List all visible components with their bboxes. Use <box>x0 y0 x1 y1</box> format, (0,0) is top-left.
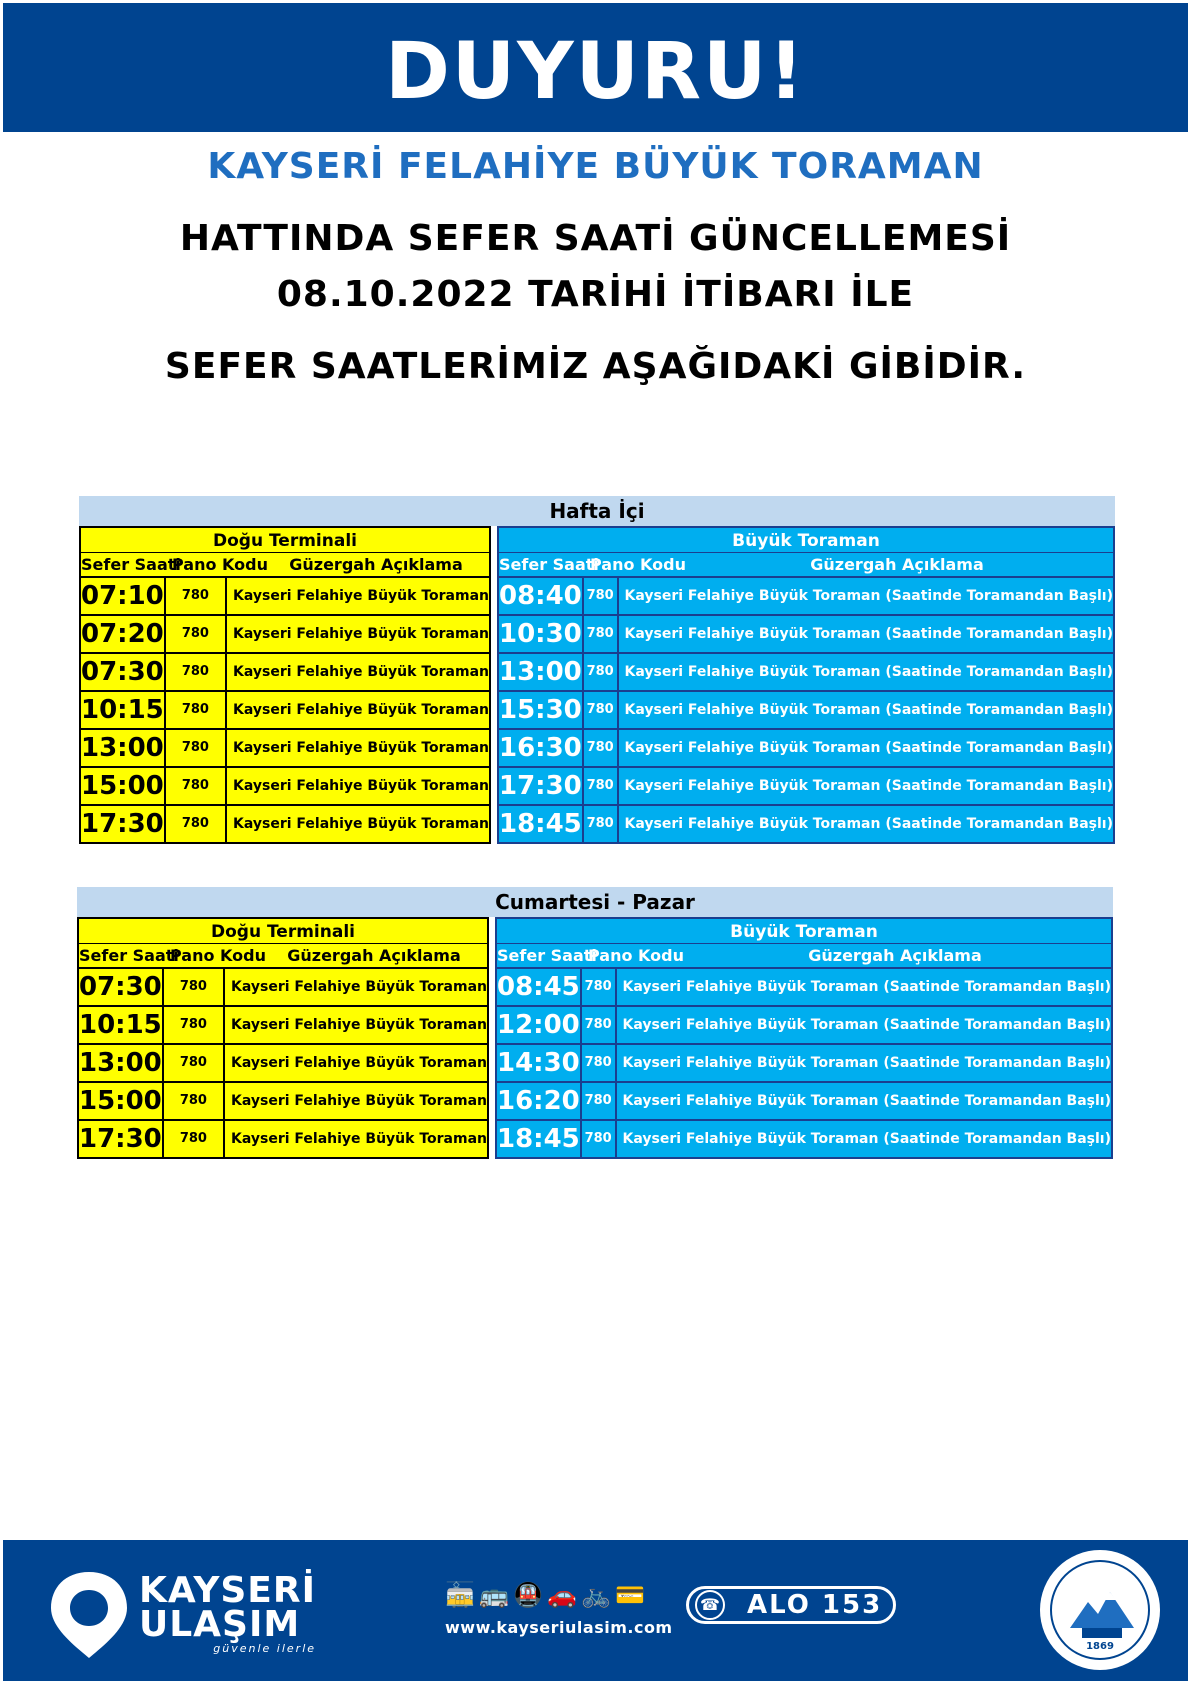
table-row <box>79 578 491 616</box>
departure-time: 08:40 <box>499 578 584 614</box>
departures-dogu-terminali <box>77 917 489 1159</box>
schedule-weekday <box>79 496 1115 844</box>
col-header-desc: Güzergah Açıklama <box>810 555 984 574</box>
route-code: 780 <box>584 730 619 766</box>
route-description: Kayseri Felahiye Büyük Toraman (Saatinde Toramandan Başlı) <box>624 816 1113 832</box>
footer-band <box>3 1540 1188 1681</box>
table-row <box>497 768 1115 806</box>
departure-time: 13:00 <box>79 1045 164 1081</box>
departure-time: 10:15 <box>81 692 166 728</box>
departure-time: 17:30 <box>499 768 584 804</box>
schedule-title: Hafta İçi <box>79 496 1115 526</box>
departure-time: 15:30 <box>499 692 584 728</box>
col-header-code: Pano Kodu <box>170 946 266 965</box>
route-code: 780 <box>166 654 227 690</box>
route-code: 780 <box>582 969 617 1005</box>
departure-time: 07:10 <box>81 578 166 614</box>
departure-time: 18:45 <box>499 806 584 842</box>
location-pin-icon <box>45 1568 133 1662</box>
departures-buyuk-toraman <box>497 526 1115 844</box>
departure-time: 16:20 <box>497 1083 582 1119</box>
col-header-code: Pano Kodu <box>172 555 268 574</box>
route-description: Kayseri Felahiye Büyük Toraman (Saatinde Toramandan Başlı) <box>622 1055 1111 1071</box>
side-heading: Doğu Terminali <box>79 526 491 552</box>
table-row <box>79 654 491 692</box>
route-description: Kayseri Felahiye Büyük Toraman <box>231 1055 487 1071</box>
route-description: Kayseri Felahiye Büyük Toraman (Saatinde Toramandan Başlı) <box>624 702 1113 718</box>
column-headers <box>495 943 1113 969</box>
route-description: Kayseri Felahiye Büyük Toraman (Saatinde Toramandan Başlı) <box>624 588 1113 604</box>
route-code: 780 <box>582 1121 617 1157</box>
announcement-line-4: SEFER SAATLERİMİZ AŞAĞIDAKİ GİBİDİR. <box>164 346 1027 387</box>
route-code: 780 <box>164 1045 225 1081</box>
table-row <box>495 1083 1113 1121</box>
announcement-line-3: 08.10.2022 TARİHİ İTİBARI İLE <box>276 274 915 315</box>
route-code: 780 <box>584 768 619 804</box>
route-description: Kayseri Felahiye Büyük Toraman <box>233 816 489 832</box>
table-row <box>497 578 1115 616</box>
header-band <box>3 3 1188 132</box>
col-header-code: Pano Kodu <box>590 555 686 574</box>
phone-icon: ☎ <box>695 1590 725 1620</box>
route-code: 780 <box>582 1007 617 1043</box>
hotline-badge[interactable] <box>686 1586 896 1624</box>
table-row <box>77 969 489 1007</box>
table-row <box>495 1121 1113 1159</box>
page-title: DUYURU! <box>385 27 806 117</box>
table-row <box>497 654 1115 692</box>
departure-time: 13:00 <box>81 730 166 766</box>
table-row <box>77 1121 489 1159</box>
brand-line-1: KAYSERİ <box>139 1570 317 1611</box>
route-code: 780 <box>584 616 619 652</box>
route-description: Kayseri Felahiye Büyük Toraman <box>233 740 489 756</box>
departure-time: 07:30 <box>79 969 164 1005</box>
departure-time: 14:30 <box>497 1045 582 1081</box>
column-headers <box>79 552 491 578</box>
route-description: Kayseri Felahiye Büyük Toraman <box>231 1093 487 1109</box>
route-code: 780 <box>166 768 227 804</box>
website-link[interactable]: www.kayseriulasim.com <box>445 1618 673 1637</box>
departure-time: 17:30 <box>81 806 166 842</box>
kayseri-ulasim-logo[interactable] <box>45 1568 316 1662</box>
departure-time: 10:15 <box>79 1007 164 1043</box>
schedule-title: Cumartesi - Pazar <box>77 887 1113 917</box>
parking-car-icon: 🚗 <box>547 1581 577 1609</box>
table-row <box>77 1007 489 1045</box>
route-name: KAYSERİ FELAHİYE BÜYÜK TORAMAN <box>207 146 984 187</box>
route-description: Kayseri Felahiye Büyük Toraman <box>233 626 489 642</box>
seal-year: 1869 <box>1086 1641 1114 1652</box>
departure-time: 07:20 <box>81 616 166 652</box>
route-code: 780 <box>166 692 227 728</box>
route-code: 780 <box>584 654 619 690</box>
route-code: 780 <box>164 969 225 1005</box>
brand-tagline: güvenle ilerle <box>213 1642 317 1655</box>
departure-time: 10:30 <box>499 616 584 652</box>
column-headers <box>77 943 489 969</box>
route-description: Kayseri Felahiye Büyük Toraman (Saatinde Toramandan Başlı) <box>622 1131 1111 1147</box>
departure-time: 16:30 <box>499 730 584 766</box>
tram-icon: 🚋 <box>445 1581 475 1609</box>
table-row <box>497 730 1115 768</box>
route-code: 780 <box>164 1083 225 1119</box>
table-row <box>495 1045 1113 1083</box>
column-headers <box>497 552 1115 578</box>
table-row <box>79 730 491 768</box>
route-code: 780 <box>166 578 227 614</box>
departure-time: 13:00 <box>499 654 584 690</box>
route-description: Kayseri Felahiye Büyük Toraman <box>231 979 487 995</box>
table-row <box>497 692 1115 730</box>
route-description: Kayseri Felahiye Büyük Toraman (Saatinde Toramandan Başlı) <box>622 1093 1111 1109</box>
departure-time: 12:00 <box>497 1007 582 1043</box>
route-code: 780 <box>584 578 619 614</box>
route-code: 780 <box>582 1045 617 1081</box>
metro-icon: 🚇 <box>513 1581 543 1609</box>
transport-icons <box>445 1580 643 1610</box>
col-header-time: Sefer Saati <box>81 555 181 574</box>
route-description: Kayseri Felahiye Büyük Toraman (Saatinde Toramandan Başlı) <box>622 1017 1111 1033</box>
side-heading: Büyük Toraman <box>497 526 1115 552</box>
route-code: 780 <box>164 1007 225 1043</box>
route-code: 780 <box>582 1083 617 1119</box>
col-header-desc: Güzergah Açıklama <box>808 946 982 965</box>
route-code: 780 <box>584 806 619 842</box>
table-row <box>77 1083 489 1121</box>
card-payment-icon: 💳 <box>615 1581 645 1609</box>
route-description: Kayseri Felahiye Büyük Toraman <box>231 1131 487 1147</box>
route-description: Kayseri Felahiye Büyük Toraman <box>233 778 489 794</box>
hotline-number: ALO 153 <box>747 1590 883 1620</box>
side-heading: Büyük Toraman <box>495 917 1113 943</box>
col-header-time: Sefer Saati <box>79 946 179 965</box>
route-description: Kayseri Felahiye Büyük Toraman (Saatinde Toramandan Başlı) <box>624 626 1113 642</box>
departure-time: 15:00 <box>81 768 166 804</box>
departure-time: 18:45 <box>497 1121 582 1157</box>
municipality-seal <box>1040 1550 1160 1670</box>
seal-emblem-icon <box>1050 1560 1150 1660</box>
table-row <box>79 616 491 654</box>
col-header-time: Sefer Saati <box>499 555 599 574</box>
table-row <box>79 806 491 844</box>
departure-time: 07:30 <box>81 654 166 690</box>
route-description: Kayseri Felahiye Büyük Toraman (Saatinde Toramandan Başlı) <box>624 778 1113 794</box>
route-description: Kayseri Felahiye Büyük Toraman (Saatinde Toramandan Başlı) <box>624 664 1113 680</box>
route-description: Kayseri Felahiye Büyük Toraman <box>233 664 489 680</box>
route-description: Kayseri Felahiye Büyük Toraman <box>233 588 489 604</box>
departures-buyuk-toraman <box>495 917 1113 1159</box>
table-row <box>79 692 491 730</box>
route-description: Kayseri Felahiye Büyük Toraman <box>233 702 489 718</box>
table-row <box>79 768 491 806</box>
route-code: 780 <box>166 730 227 766</box>
bus-icon: 🚌 <box>479 1581 509 1609</box>
schedule-weekend <box>77 887 1113 1159</box>
departures-dogu-terminali <box>79 526 491 844</box>
route-code: 780 <box>166 806 227 842</box>
col-header-desc: Güzergah Açıklama <box>289 555 463 574</box>
route-description: Kayseri Felahiye Büyük Toraman (Saatinde Toramandan Başlı) <box>624 740 1113 756</box>
departure-time: 17:30 <box>79 1121 164 1157</box>
departure-time: 15:00 <box>79 1083 164 1119</box>
table-row <box>77 1045 489 1083</box>
table-row <box>495 969 1113 1007</box>
route-code: 780 <box>166 616 227 652</box>
announcement-line-2: HATTINDA SEFER SAATİ GÜNCELLEMESİ <box>179 218 1012 259</box>
table-row <box>497 806 1115 844</box>
route-code: 780 <box>164 1121 225 1157</box>
col-header-code: Pano Kodu <box>588 946 684 965</box>
brand-line-2: ULAŞIM <box>139 1604 301 1645</box>
side-heading: Doğu Terminali <box>77 917 489 943</box>
col-header-time: Sefer Saati <box>497 946 597 965</box>
route-description: Kayseri Felahiye Büyük Toraman <box>231 1017 487 1033</box>
departure-time: 08:45 <box>497 969 582 1005</box>
col-header-desc: Güzergah Açıklama <box>287 946 461 965</box>
table-row <box>497 616 1115 654</box>
route-code: 780 <box>584 692 619 728</box>
bicycle-icon: 🚲 <box>581 1581 611 1609</box>
table-row <box>495 1007 1113 1045</box>
route-description: Kayseri Felahiye Büyük Toraman (Saatinde Toramandan Başlı) <box>622 979 1111 995</box>
